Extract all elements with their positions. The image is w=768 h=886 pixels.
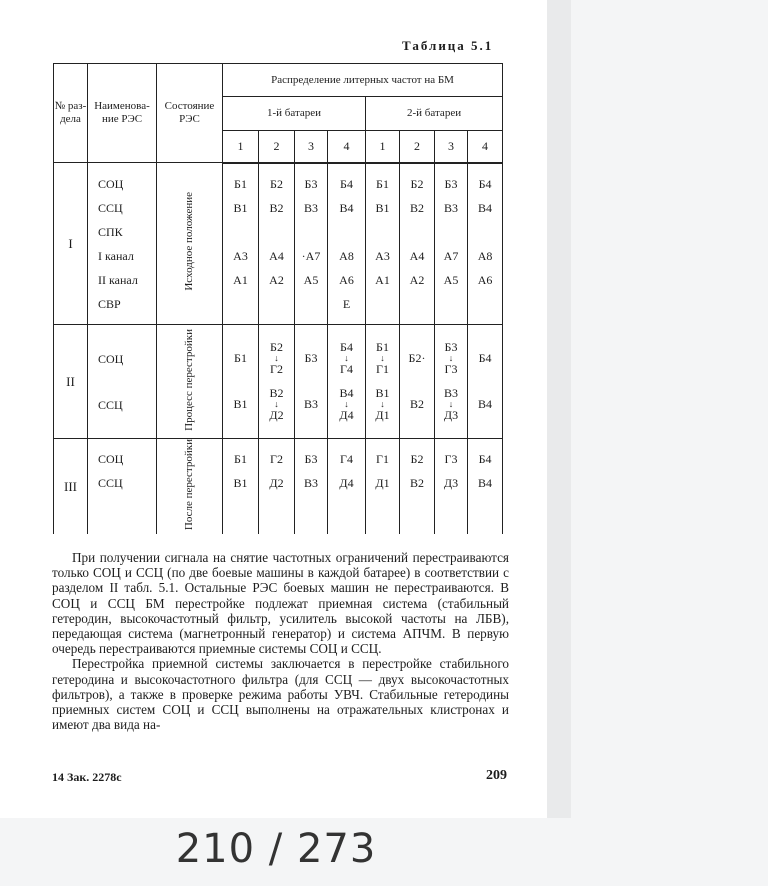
transition-entry: Б2· (408, 351, 426, 365)
table-cell (259, 325, 295, 439)
table-cell: Б2 В2 А4 А2 (400, 163, 435, 325)
column-number: 2 (259, 131, 295, 163)
table-cell: Б2 В2 (400, 439, 435, 535)
header-res-name: Наименова-ние РЭС (88, 64, 157, 163)
header-battery-1: 1-й батареи (223, 97, 366, 131)
table-cell (400, 325, 435, 439)
page-counter: 210 / 273 (175, 826, 377, 872)
transition-entry: В2 ↓ Д2 (259, 382, 294, 428)
table-row (54, 439, 503, 535)
page-number: 209 (486, 768, 507, 783)
table-cell: Б1 В1 (223, 439, 259, 535)
table-cell: Б3 В3 А7 А5 (435, 163, 468, 325)
state-cell: Процесс перестройки (157, 325, 223, 439)
arrow-down-icon: ↓ (344, 353, 349, 363)
table-cell: Г2 Д2 (259, 439, 295, 535)
state-cell: Исходное положение (157, 163, 223, 325)
transition-entry: В3 ↓ Д3 (435, 382, 467, 428)
res-names: СОЦ ССЦ (88, 325, 157, 439)
transition-entry: В1 ↓ Д1 (366, 382, 399, 428)
table-cell (328, 325, 366, 439)
column-number: 4 (468, 131, 503, 163)
table-cell: Г3 Д3 (435, 439, 468, 535)
table-cell: Г4 Д4 (328, 439, 366, 535)
arrow-down-icon: ↓ (380, 399, 385, 409)
arrow-down-icon: ↓ (448, 353, 454, 363)
transition-entry: Б3 (304, 351, 318, 365)
column-number: 4 (328, 131, 366, 163)
arrow-down-icon: ↓ (344, 399, 349, 409)
column-number: 3 (435, 131, 468, 163)
transition-entry: В4 ↓ Д4 (328, 382, 365, 428)
table-cell (468, 325, 503, 439)
paragraph: При получении сигнала на снятие частотных ограничений перестраиваются только СОЦ и ССЦ (по две боевые машины в каждой батарее) в соответствии с разделом II табл. 5.1. Остальные РЭС боевых машин не перестраиваются. В СОЦ и ССЦ БМ перестройке подлежат приемная система (стабильный гетеродин, высокочастотный фильтр, усилитель высокой частоты на ЛБВ), передающая система (магнетронный генератор) и система АПЧМ. В первую очередь перестраиваются приемные системы СОЦ и ССЦ. (52, 550, 509, 657)
column-number: 1 (366, 131, 400, 163)
frequency-table (53, 63, 503, 534)
table-cell: Б2 В2 А4 А2 (259, 163, 295, 325)
arrow-down-icon: ↓ (274, 399, 279, 409)
table-cell: Б4 В4 А8 А6 Е (328, 163, 366, 325)
arrow-down-icon: ↓ (448, 399, 454, 409)
table-row (54, 325, 503, 439)
table-row (54, 163, 503, 325)
table-cell: Б1 В1 А3 А1 (223, 163, 259, 325)
table-cell (223, 325, 259, 439)
page-edge (547, 0, 571, 818)
table-cell: Б4 В4 А8 А6 (468, 163, 503, 325)
transition-entry: Б4 (478, 351, 492, 365)
header-battery-2: 2-й батареи (366, 97, 503, 131)
arrow-down-icon: ↓ (380, 353, 385, 363)
arrow-down-icon: ↓ (274, 353, 279, 363)
transition-entry: Б1 ↓ Г1 (366, 336, 399, 382)
transition-entry: Б3 ↓ Г3 (435, 336, 467, 382)
section-number: I (54, 163, 88, 325)
section-number: II (54, 325, 88, 439)
transition-entry: В1 (233, 397, 248, 411)
table-cell: Б1 В1 А3 А1 (366, 163, 400, 325)
table-cell: Г1 Д1 (366, 439, 400, 535)
state-cell: После перестройки (157, 439, 223, 535)
table-cell (295, 325, 328, 439)
body-text (52, 550, 509, 732)
table-cell (435, 325, 468, 439)
column-number: 3 (295, 131, 328, 163)
footer-order-number: 14 Зак. 2278с (52, 770, 122, 784)
transition-entry: В3 (303, 397, 318, 411)
section-number: III (54, 439, 88, 535)
column-number: 1 (223, 131, 259, 163)
transition-entry: В2 (409, 397, 424, 411)
res-names: СОЦ ССЦ (88, 439, 157, 535)
table-cell: Б4 В4 (468, 439, 503, 535)
table-cell (366, 325, 400, 439)
transition-entry: Б2 ↓ Г2 (259, 336, 294, 382)
table-title: Таблица 5.1 (402, 38, 494, 53)
column-number: 2 (400, 131, 435, 163)
res-names: СОЦ ССЦ СПК I канал II канал СВР (88, 163, 157, 325)
transition-entry: Б1 (234, 351, 247, 365)
transition-entry: В4 (478, 397, 493, 411)
table-cell: Б3 В3 (295, 439, 328, 535)
transition-entry: Б4 ↓ Г4 (328, 336, 365, 382)
table-cell: Б3 В3 ·А7 А5 (295, 163, 328, 325)
paragraph: Перестройка приемной системы заключается в перестройке стабильного гетеродина и высокочастотного фильтра (для ССЦ — двух высокочастотных фильтров), а также в проверке режима работы УВЧ. Стабильные гетеродины приемных систем СОЦ и ССЦ выполнены на отражательных клистронах и имеют два вида на- (52, 656, 509, 733)
header-distribution: Распределение литерных частот на БМ (223, 64, 503, 97)
header-section-no: № раз-дела (54, 64, 88, 163)
header-state: Состояние РЭС (157, 64, 223, 163)
